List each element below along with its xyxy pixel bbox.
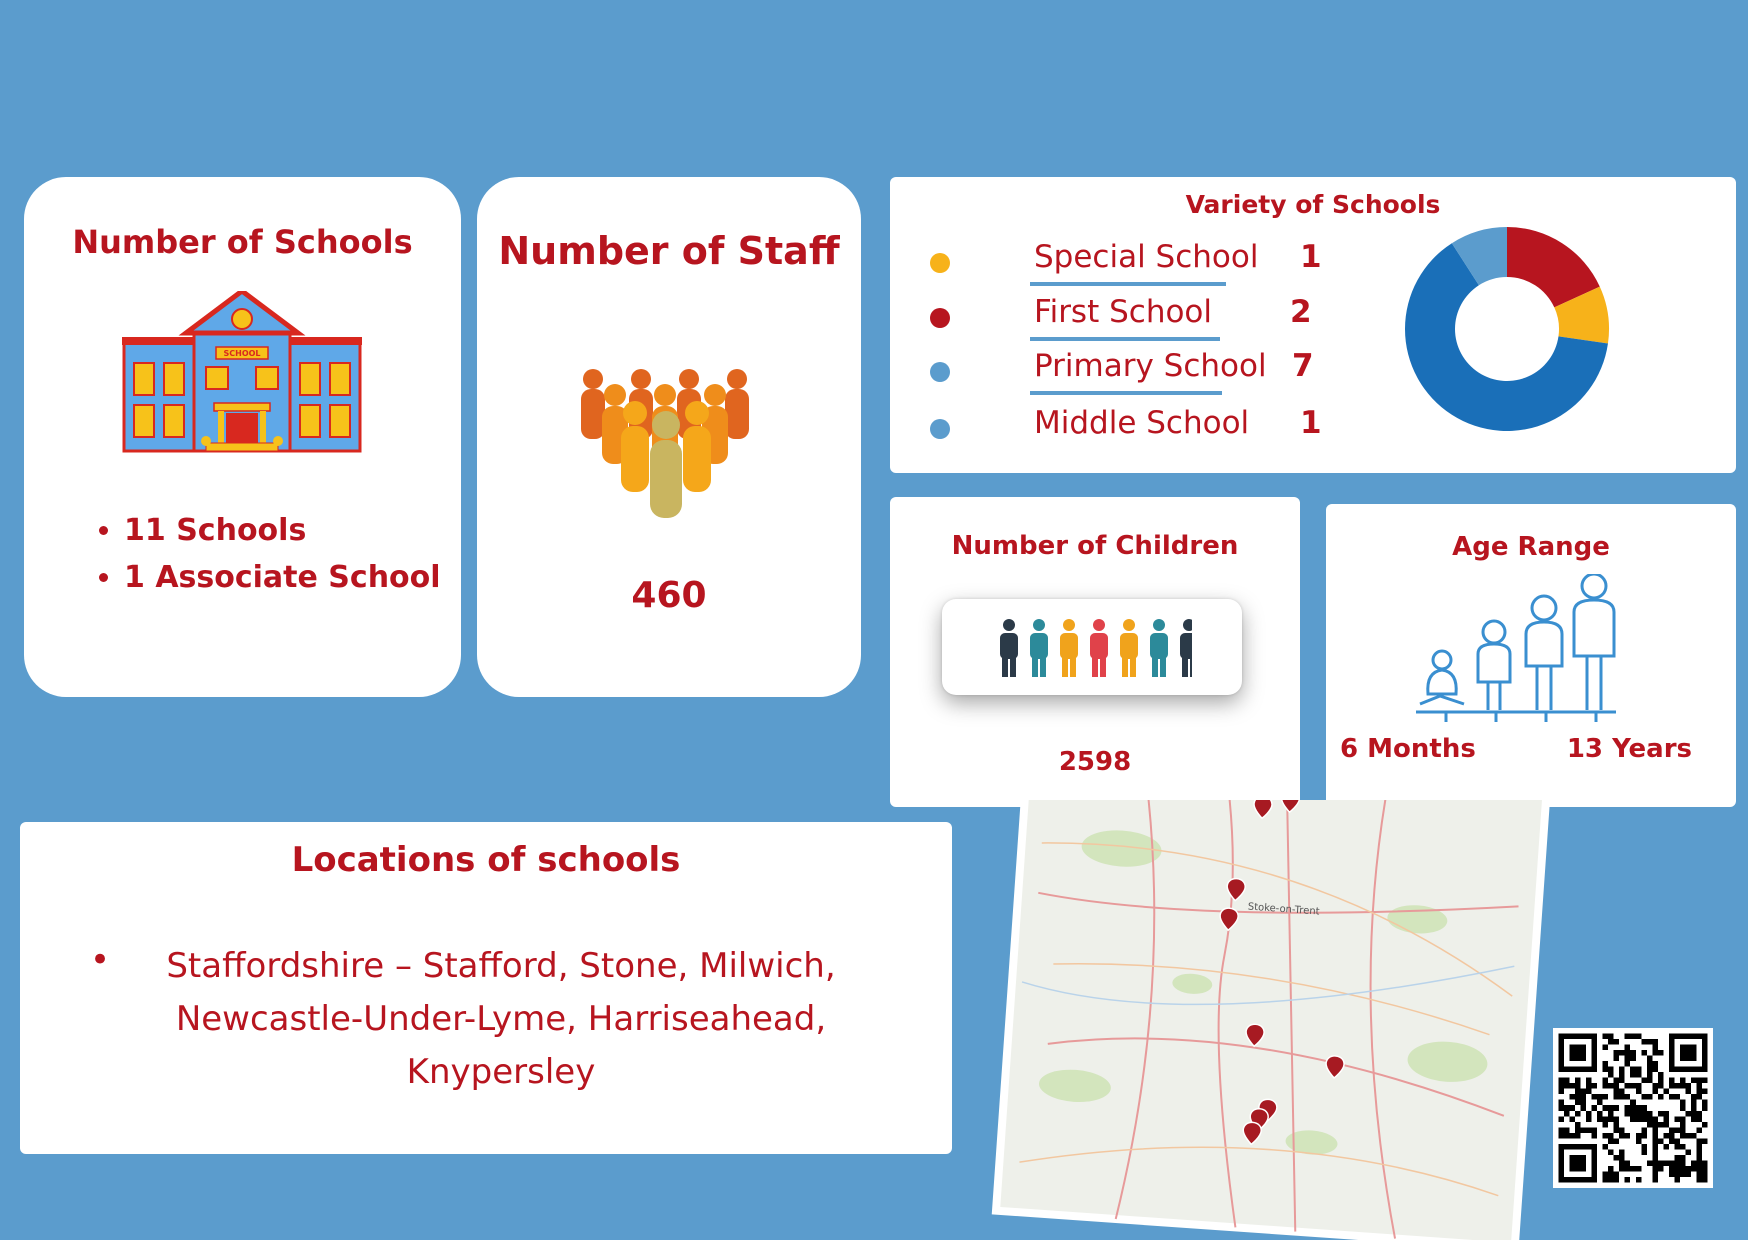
children-card — [890, 497, 1300, 807]
staff-card-title: Number of Staff — [498, 229, 840, 273]
age-min-label: 6 Months — [1340, 734, 1476, 764]
link-underline — [1030, 282, 1226, 286]
child-figure-icon — [1030, 619, 1048, 677]
child-figure-icon — [1180, 619, 1192, 677]
link-underline — [1030, 391, 1222, 395]
legend-dot — [930, 362, 950, 382]
school-sign-text: SCHOOL — [223, 349, 261, 358]
variety-count: 2 — [1290, 294, 1312, 330]
variety-count: 1 — [1300, 405, 1322, 441]
variety-label[interactable]: First School — [1034, 294, 1213, 330]
legend-dot — [930, 308, 950, 328]
variety-label[interactable]: Primary School — [1034, 348, 1267, 384]
map-label: Stoke-on-Trent — [1247, 901, 1320, 918]
age-growth-icon — [1416, 574, 1626, 724]
variety-label[interactable]: Special School — [1034, 239, 1259, 275]
child-figure-icon — [1150, 619, 1168, 677]
staff-card — [477, 177, 861, 697]
child-figure-icon — [1000, 619, 1018, 677]
legend-dot — [930, 253, 950, 273]
people-group-icon — [577, 369, 761, 519]
schools-map — [990, 800, 1570, 1240]
child-figure-icon — [1090, 619, 1108, 677]
age-range-title: Age Range — [1452, 532, 1610, 562]
school-building-icon — [122, 291, 362, 471]
bullet-icon: • — [90, 940, 111, 980]
locations-title: Locations of schools — [291, 840, 681, 880]
staff-count: 460 — [631, 575, 707, 616]
child-figure-icon — [1120, 619, 1138, 677]
list-item: • 1 Associate School — [124, 554, 441, 601]
variety-label: Middle School — [1034, 405, 1250, 441]
variety-card-title: Variety of Schools — [1185, 190, 1441, 219]
schools-list — [94, 507, 441, 601]
variety-count: 1 — [1300, 239, 1322, 275]
children-count: 2598 — [1058, 747, 1132, 777]
children-figures-panel — [942, 599, 1242, 695]
schools-card — [24, 177, 461, 697]
variety-count: 7 — [1292, 348, 1314, 384]
locations-text: Staffordshire – Stafford, Stone, Milwich, Newcastle-Under-Lyme, Harriseahead, Knypersley — [166, 946, 836, 1092]
locations-card — [20, 822, 952, 1154]
legend-dot — [930, 419, 950, 439]
children-figures-icon — [992, 619, 1192, 679]
variety-card — [890, 177, 1736, 473]
school-types-donut-chart — [1402, 224, 1612, 434]
qr-code[interactable] — [1553, 1028, 1713, 1188]
child-figure-icon — [1060, 619, 1078, 677]
link-underline — [1030, 337, 1220, 341]
age-range-card — [1326, 504, 1736, 807]
list-item: • 11 Schools — [124, 507, 441, 554]
age-max-label: 13 Years — [1566, 734, 1692, 764]
schools-card-title: Number of Schools — [72, 223, 413, 261]
children-card-title: Number of Children — [951, 531, 1239, 561]
